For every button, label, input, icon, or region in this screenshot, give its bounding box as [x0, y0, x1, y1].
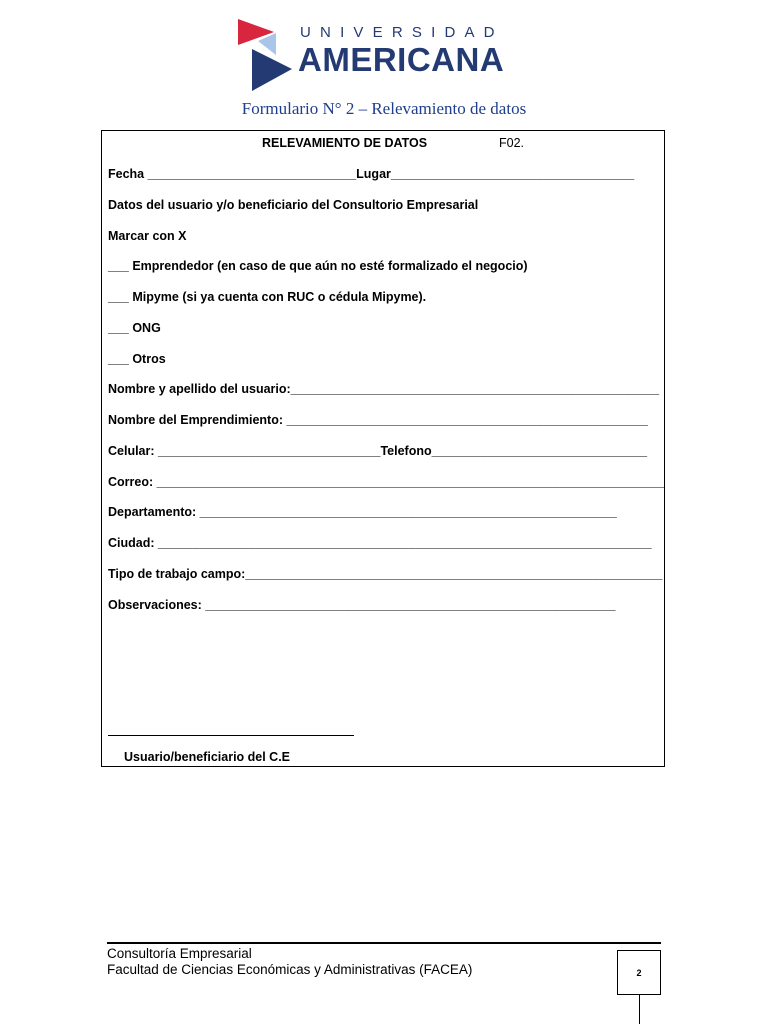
tipo-trabajo-line: Tipo de trabajo campo:____________________________________________________________ [108, 567, 663, 581]
nombre-usuario-line: Nombre y apellido del usuario:_____________________________________________________ [108, 382, 660, 396]
correo-line: Correo: _________________________________________________________________________ [108, 475, 665, 489]
fecha-lugar-line: Fecha ______________________________Lugar___________________________________ [108, 167, 635, 181]
option-ong: ___ ONG [108, 321, 161, 335]
form-heading: RELEVAMIENTO DE DATOS [262, 136, 428, 150]
university-logo [236, 17, 526, 93]
form-box [101, 130, 665, 767]
ciudad-line: Ciudad: _______________________________________________________________________ [108, 536, 652, 550]
celular-telefono-line: Celular: ________________________________Telefono_______________________________ [108, 444, 648, 458]
page-number: 2 [617, 950, 661, 995]
form-code: F02. [499, 136, 525, 150]
datos-usuario-line: Datos del usuario y/o beneficiario del Consultorio Empresarial [108, 198, 479, 212]
footer-line-2: Facultad de Ciencias Económicas y Administrativas (FACEA) [107, 962, 473, 977]
footer-line-1: Consultoría Empresarial [107, 946, 252, 961]
signature-line [108, 735, 354, 736]
logo-mark-icon [236, 17, 296, 93]
option-emprendedor: ___ Emprendedor (en caso de que aún no esté formalizado el negocio) [108, 259, 528, 273]
option-mipyme: ___ Mipyme (si ya cuenta con RUC o cédula Mipyme). [108, 290, 427, 304]
logo-text-top: UNIVERSIDAD [300, 24, 504, 41]
form-title: Formulario N° 2 – Relevamiento de datos [241, 99, 527, 118]
observaciones-line: Observaciones: ___________________________________________________________ [108, 598, 616, 612]
departamento-line: Departamento: ____________________________________________________________ [108, 505, 617, 519]
logo-text-main: AMERICANA [298, 41, 505, 78]
option-otros: ___ Otros [108, 352, 166, 366]
footer-rule [107, 942, 661, 944]
signature-label: Usuario/beneficiario del C.E [124, 750, 291, 764]
marcar-line: Marcar con X [108, 229, 187, 243]
nombre-emprendimiento-line: Nombre del Emprendimiento: ____________________________________________________ [108, 413, 648, 427]
page-number-connector [639, 995, 640, 1024]
